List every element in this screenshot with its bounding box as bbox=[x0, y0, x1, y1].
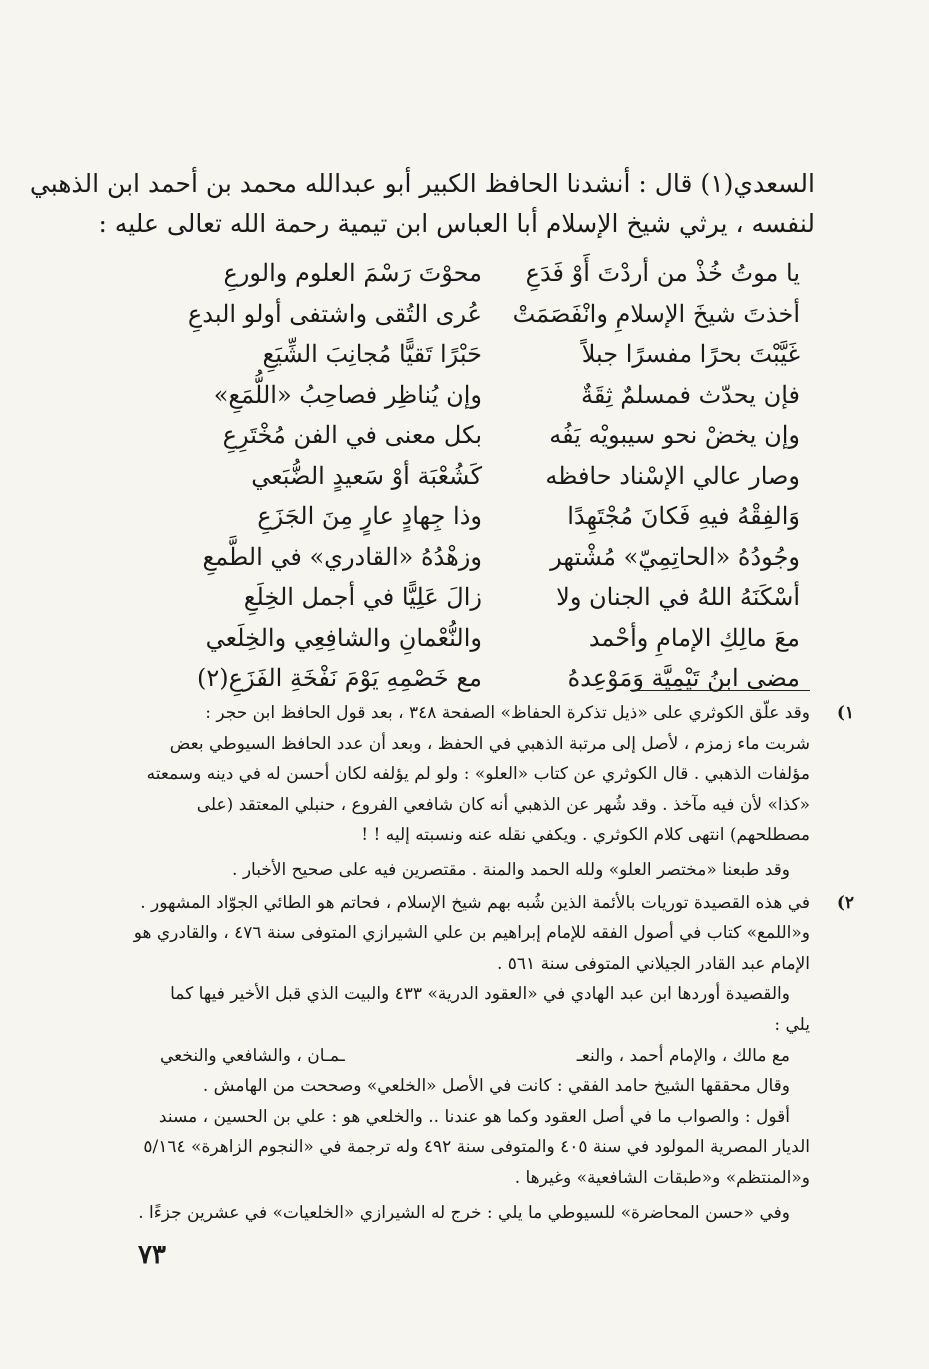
verse bbox=[180, 375, 800, 416]
footnote-number: ١) bbox=[836, 703, 854, 723]
intro-line-2: لنفسه ، يرثي شيخ الإسلام أبا العباس ابن تيمية رحمة الله تعالى عليه : bbox=[98, 209, 815, 238]
verse bbox=[180, 415, 800, 456]
footnote-line: وقال محققها الشيخ حامد الفقي : كانت في الأصل «الخلعي» وصححت من الهامش . bbox=[202, 1076, 790, 1097]
verse-second-half: مع خَصْمِهِ يَوْمَ نَفْخَةِ الفَزَعِ(٢) bbox=[197, 664, 482, 692]
verse-second-half: وإن يُناظِر فصاحِبُ «اللُّمَعِ» bbox=[213, 380, 482, 409]
verse-first-half: وَالفِقْهُ فيهِ فَكانَ مُجْتَهِدًا bbox=[567, 502, 800, 530]
verse-first-half: وصار عالي الإسْناد حافظه bbox=[545, 461, 800, 490]
verse-first-half: غَيَّبْتَ بحرًا مفسرًا جبلاً bbox=[581, 340, 800, 368]
verse bbox=[180, 294, 800, 335]
verse-first-half: أخذتَ شيخَ الإسلامِ وانْفَصَمَتْ bbox=[512, 299, 800, 328]
footnote-line: والقصيدة أوردها ابن عبد الهادي في «العقود الدرية» ٤٣٣ والبيت الذي قبل الأخير فيها كما bbox=[170, 984, 790, 1005]
verse bbox=[180, 537, 800, 578]
verse-second-half: عُرى التُقى واشتفى أولو البدعِ bbox=[187, 299, 482, 328]
page-number: ٧٣ bbox=[138, 1240, 166, 1270]
footnote-line: الإمام عبد القادر الجيلاني المتوفى سنة ٥٦١ . bbox=[496, 953, 810, 974]
verse-second-half: محوْتَ رَسْمَ العلوم والورعِ bbox=[223, 259, 482, 287]
footnote-line: وقد علّق الكوثري على «ذيل تذكرة الحفاظ» الصفحة ٣٤٨ ، بعد قول الحافظ ابن حجر : bbox=[205, 703, 810, 723]
footnote-verse-first-half: مع مالك ، والإمام أحمد ، والنعـ bbox=[576, 1045, 790, 1066]
verse bbox=[180, 496, 800, 537]
verse-first-half: وإن يخضْ نحو سيبويْه يَفُه bbox=[549, 421, 800, 449]
verse-second-half: كَشُعْبَة أوْ سَعيدٍ الضُّبَعي bbox=[251, 461, 482, 490]
footnote-verse bbox=[160, 1041, 810, 1072]
footnote-verse-second-half: ـمـان ، والشافعي والنخعي bbox=[160, 1045, 345, 1066]
intro-paragraph bbox=[29, 166, 815, 242]
footnote-number: ٢) bbox=[836, 892, 854, 913]
footnote-line: في هذه القصيدة توريات بالأئمة الذين شُبه بهم شيخ الإسلام ، فحاتم هو الطائي الجوّاد المشهور . bbox=[140, 892, 810, 913]
elegy-poem bbox=[180, 253, 800, 699]
footnote-line: الديار المصرية المولود في سنة ٤٠٥ والمتوفى سنة ٤٩٢ وله ترجمة في «النجوم الزاهرة» ٥/١٦٤ bbox=[143, 1137, 810, 1158]
footnote-1 bbox=[146, 698, 854, 886]
verse-first-half: وجُودُهُ «الحاتِمِيّ» مُشْتهر bbox=[550, 542, 800, 571]
verse-second-half: بكل معنى في الفن مُخْتَرِعِ bbox=[222, 421, 482, 449]
verse bbox=[180, 253, 800, 294]
verse bbox=[180, 658, 800, 699]
verse-second-half: والنُّعْمانِ والشافِعِي والخِلَعي bbox=[205, 623, 482, 652]
footnote-line: «كذا» لأن فيه مآخذ . وقد شُهر عن الذهبي أنه كان شافعي الفروع ، حنبلي المعتقد (على bbox=[196, 794, 810, 815]
footnote-2 bbox=[133, 888, 854, 1229]
verse-second-half: زالَ عَلِيًّا في أجمل الخِلَعِ bbox=[243, 583, 482, 611]
verse bbox=[180, 618, 800, 659]
footnote-line: يلي : bbox=[774, 1014, 810, 1035]
footnote-line: مؤلفات الذهبي . قال الكوثري عن كتاب «العلو» : ولو لم يؤلفه لكان أحسن له في دينه وسمعته bbox=[146, 764, 810, 785]
verse-first-half: مضى ابنُ تَيْمِيَّة وَمَوْعِدهُ bbox=[567, 664, 800, 692]
verse bbox=[180, 334, 800, 375]
footnote-line: وفي «حسن المحاضرة» للسيوطي ما يلي : خرج له الشيرازي «الخلعيات» في عشرين جزءًا . bbox=[138, 1202, 790, 1223]
verse-second-half: حَبْرًا تَقيًّا مُجانِبَ الشِّيَعِ bbox=[262, 340, 482, 368]
verse-first-half: معَ مالِكِ الإمامِ وأحْمد bbox=[588, 623, 800, 652]
footnote-line: و«اللمع» كتاب في أصول الفقه للإمام إبراهيم بن علي الشيرازي المتوفى سنة ٤٧٦ ، والقادري هو bbox=[133, 923, 810, 944]
footnote-line: شربت ماء زمزم ، لأصل إلى مرتبة الذهبي في الحفظ ، وبعد أن عدد الحافظ السيوطي بعض bbox=[169, 733, 810, 754]
footnotes-section bbox=[133, 698, 854, 1228]
intro-line-1: السعدي(١) قال : أنشدنا الحافظ الكبير أبو عبدالله محمد بن أحمد ابن الذهبي bbox=[29, 169, 815, 198]
verse-second-half: وذا جِهادٍ عارٍ مِنَ الجَزَعِ bbox=[257, 502, 482, 530]
footnote-divider bbox=[630, 690, 810, 691]
verse-second-half: وزهْدُهُ «القادري» في الطَّمعِ bbox=[202, 542, 482, 571]
verse bbox=[180, 456, 800, 497]
footnote-line: و«المنتظم» و«طبقات الشافعية» وغيرها . bbox=[514, 1167, 810, 1188]
footnote-line: وقد طبعنا «مختصر العلو» ولله الحمد والمنة . مقتصرين فيه على صحيح الأخبار . bbox=[232, 859, 790, 880]
verse bbox=[180, 577, 800, 618]
verse-first-half: أسْكَنَهُ اللهُ في الجنان ولا bbox=[556, 583, 800, 611]
verse-first-half: يا موتُ خُذْ من أردْتَ أَوْ فَدَعِ bbox=[525, 259, 800, 287]
footnote-line: مصطلحهم) انتهى كلام الكوثري . ويكفي نقله عنه ونسبته إليه ! ! bbox=[361, 825, 810, 846]
verse-first-half: فإن يحدّث فمسلمٌ ثِقَةٌ bbox=[580, 380, 800, 409]
footnote-line: أقول : والصواب ما في أصل العقود وكما هو عندنا .. والخلعي هو : علي بن الحسين ، مسند bbox=[158, 1106, 790, 1127]
